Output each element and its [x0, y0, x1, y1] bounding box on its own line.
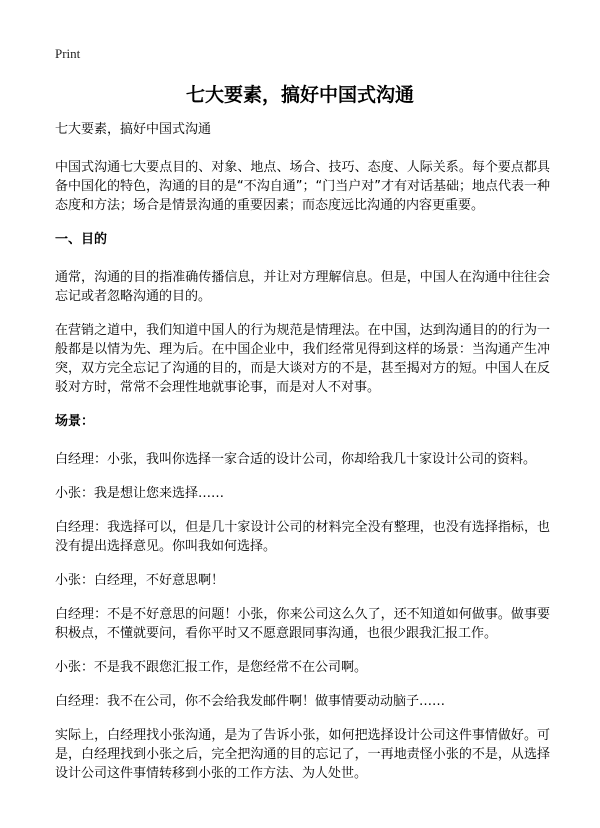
paragraph: 实际上，白经理找小张沟通，是为了告诉小张，如何把选择设计公司这件事情做好。可是，白经理找到小张之后，完全把沟通的目的忘记了，一再地责怪小张的不是，从选择设计公司这件事情转移到小张的工作方法、为人处世。: [55, 728, 550, 781]
dialogue-line: 白经理：我不在公司，你不会给我发邮件啊！做事情要动动脑子……: [55, 694, 446, 709]
article-subtitle: 七大要素，搞好中国式沟通: [55, 122, 212, 137]
scene-heading: 场景：: [55, 414, 95, 429]
dialogue-line: 小张：我是想让您来选择……: [55, 486, 225, 501]
paragraph: 在营销之道中，我们知道中国人的行为规范是情理法。在中国，达到沟通目的的行为一般都是以情为先、理为后。在中国企业中，我们经常见得到这样的场景：当沟通产生冲突，双方完全忘记了沟通的目的，而是大谈对方的不是，甚至揭对方的短。中国人在反驳对方时，常常不会理性地就事论事，而是对人不对事。: [55, 323, 550, 395]
print-link[interactable]: Print: [55, 46, 81, 61]
dialogue-line: 白经理：我选择可以，但是几十家设计公司的材料完全没有整理，也没有选择指标，也没有提出选择意见。你叫我如何选择。: [55, 520, 550, 554]
article-body: [55, 120, 550, 798]
dialogue-line: 白经理：小张，我叫你选择一家合适的设计公司，你却给我几十家设计公司的资料。: [55, 452, 537, 467]
dialogue-line: 白经理：不是不好意思的问题！小张，你来公司这么久了，还不知道如何做事。做事要积极点，不懂就要问，看你平时又不愿意跟同事沟通，也很少跟我汇报工作。: [55, 607, 550, 641]
section-heading-purpose: 一、目的: [55, 232, 108, 247]
intro-paragraph: 中国式沟通七大要点目的、对象、地点、场合、技巧、态度、人际关系。每个要点都具备中国化的特色，沟通的目的是“不沟自通”；“门当户对”才有对话基础；地点代表一种态度和方法；场合是情景沟通的重要因素；而态度远比沟通的内容更重要。: [55, 160, 550, 213]
dialogue-line: 小张：白经理，不好意思啊！: [55, 573, 225, 588]
page-title: 七大要素，搞好中国式沟通: [185, 84, 414, 106]
dialogue-line: 小张：不是我不跟您汇报工作，是您经常不在公司啊。: [55, 660, 368, 675]
paragraph: 通常，沟通的目的指准确传播信息，并让对方理解信息。但是，中国人在沟通中往往会忘记或者忽略沟通的目的。: [55, 270, 550, 304]
